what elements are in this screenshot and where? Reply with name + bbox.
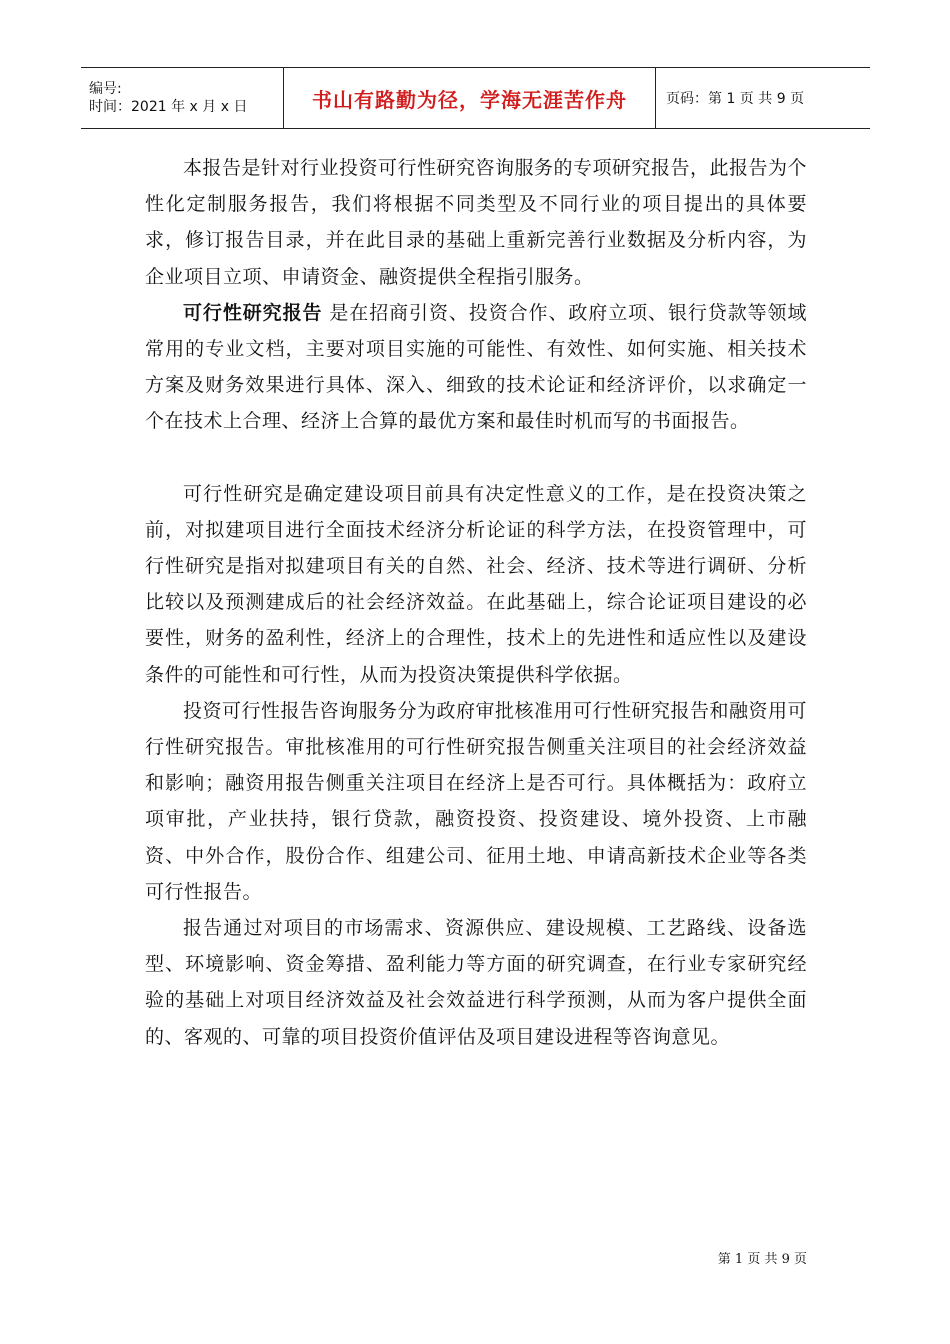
definition-text: 是在招商引资、投资合作、政府立项、银行贷款等领域常用的专业文档，主要对项目实施的可能性、有效性、如何实施、相关技术方案及财务效果进行具体、深入、细致的技术论证和经济评价，以求确定一个在技术上合理、经济上合算的最优方案和最佳时机而写的书面报告。 xyxy=(145,301,807,433)
page-header xyxy=(81,67,870,129)
header-meta xyxy=(81,68,284,128)
definition-term: 可行性研究报告 xyxy=(183,301,323,324)
paragraph-service-types: 投资可行性报告咨询服务分为政府审批核准用可行性研究报告和融资用可行性研究报告。审批核准用的可行性研究报告侧重关注项目的社会经济效益和影响；融资用报告侧重关注项目在经济上是否可行。具体概括为：政府立项审批，产业扶持，银行贷款，融资投资、投资建设、境外投资、上市融资、中外合作，股份合作、组建公司、征用土地、申请高新技术企业等各类可行性报告。 xyxy=(145,699,808,903)
footer-page-number: 第 1 页 共 9 页 xyxy=(717,1252,807,1267)
document-date-label: 时间：2021 年 x 月 x 日 xyxy=(89,99,248,115)
paragraph-methodology: 报告通过对项目的市场需求、资源供应、建设规模、工艺路线、设备选型、环境影响、资金筹措、盈利能力等方面的研究调查，在行业专家研究经验的基础上对项目经济效益及社会效益进行科学预测，从而为客户提供全面的、客观的、可靠的项目投资价值评估及项目建设进程等咨询意见。 xyxy=(145,917,807,1048)
paragraph-intro: 本报告是针对行业投资可行性研究咨询服务的专项研究报告，此报告为个性化定制服务报告，我们将根据不同类型及不同行业的项目提出的具体要求，修订报告目录，并在此目录的基础上重新完善行业数据及分析内容，为企业项目立项、申请资金、融资提供全程指引服务。 xyxy=(145,157,808,288)
header-motto xyxy=(284,68,656,128)
document-number-label: 编号: xyxy=(89,81,122,97)
header-page-info xyxy=(656,68,870,128)
paragraph-definition xyxy=(145,295,807,440)
motto-text: 书山有路勤为径，学海无涯苦作舟 xyxy=(312,87,627,112)
paragraph-feasibility: 可行性研究是确定建设项目前具有决定性意义的工作，是在投资决策之前，对拟建项目进行全面技术经济分析论证的科学方法，在投资管理中，可行性研究是指对拟建项目有关的自然、社会、经济、技术等进行调研、分析比较以及预测建成后的社会经济效益。在此基础上，综合论证项目建设的必要性，财务的盈利性，经济上的合理性，技术上的先进性和适应性以及建设条件的可能性和可行性，从而为投资决策提供科学依据。 xyxy=(145,482,807,686)
document-body xyxy=(145,150,807,1055)
page-footer xyxy=(718,1248,807,1267)
header-page-number: 页码：第 1 页 共 9 页 xyxy=(666,91,805,107)
